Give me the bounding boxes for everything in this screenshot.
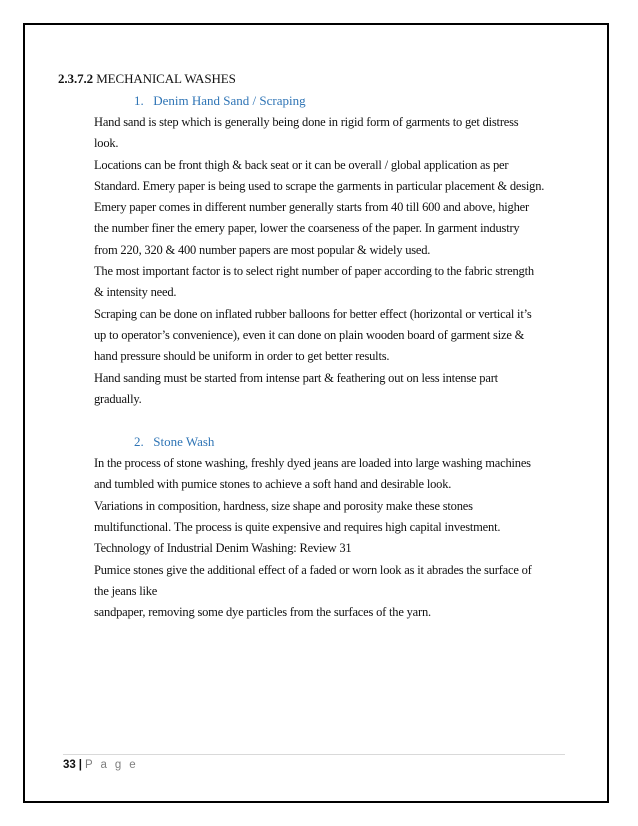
text-line: Emery paper comes in different number generally starts from 40 till 600 and above, higher — [94, 200, 529, 215]
subsection-title: Denim Hand Sand / Scraping — [153, 93, 306, 108]
text-line: from 220, 320 & 400 number papers are most popular & widely used. — [94, 242, 431, 257]
text-line: multifunctional. The process is quite expensive and requires high capital investment. — [94, 520, 501, 535]
text-line: Pumice stones give the additional effect of a faded or worn look as it abrades the surface of — [94, 562, 532, 577]
text-line: In the process of stone washing, freshly dyed jeans are loaded into large washing machines — [94, 456, 531, 471]
text-line: look. — [94, 136, 119, 151]
text-line: Locations can be front thigh & back seat or it can be overall / global application as per — [94, 157, 509, 172]
page-footer — [63, 754, 565, 773]
document-body — [58, 68, 578, 624]
paragraph-block — [94, 112, 578, 410]
page-label: P a g e — [85, 759, 139, 771]
paragraph-block — [94, 453, 578, 623]
text-line: Technology of Industrial Denim Washing: Review 31 — [94, 541, 352, 556]
subsection-heading — [134, 91, 578, 111]
text-line: hand pressure should be uniform in order to get better results. — [94, 349, 390, 364]
section-number: 2.3.7.2 — [58, 71, 94, 86]
text-line: Standard. Emery paper is being used to scrape the garments in particular placement & design. — [94, 178, 545, 193]
section-heading — [58, 68, 578, 90]
text-line: up to operator’s convenience), even it can done on plain wooden board of garment size & — [94, 327, 525, 342]
text-line: Variations in composition, hardness, size shape and porosity make these stones — [94, 498, 473, 513]
footer-separator: | — [78, 759, 83, 771]
text-line: sandpaper, removing some dye particles from the surfaces of the yarn. — [94, 605, 431, 620]
subsection-index: 1. — [134, 93, 144, 108]
subsection-stone-wash — [58, 432, 578, 623]
subsection-index: 2. — [134, 434, 144, 450]
text-line: and tumbled with pumice stones to achieve a soft hand and desirable look. — [94, 477, 452, 492]
text-line: the jeans like — [94, 583, 158, 598]
text-line: Hand sand is step which is generally being done in rigid form of garments to get distress — [94, 115, 519, 129]
text-line: the number finer the emery paper, lower the coarseness of the paper. In garment industry — [94, 221, 520, 236]
subsection-heading — [134, 432, 578, 452]
subsection-title: Stone Wash — [153, 434, 215, 450]
text-line: gradually. — [94, 391, 142, 406]
section-title: MECHANICAL WASHES — [96, 71, 236, 86]
spacer — [58, 410, 578, 432]
text-line: Scraping can be done on inflated rubber balloons for better effect (horizontal or vertical it’s — [94, 306, 532, 321]
subsection-hand-sand — [58, 91, 578, 410]
text-line: & intensity need. — [94, 285, 177, 300]
text-line: The most important factor is to select right number of paper according to the fabric strength — [94, 264, 534, 279]
text-line: Hand sanding must be started from intense part & feathering out on less intense part — [94, 370, 498, 385]
page-number: 33 — [63, 759, 76, 771]
